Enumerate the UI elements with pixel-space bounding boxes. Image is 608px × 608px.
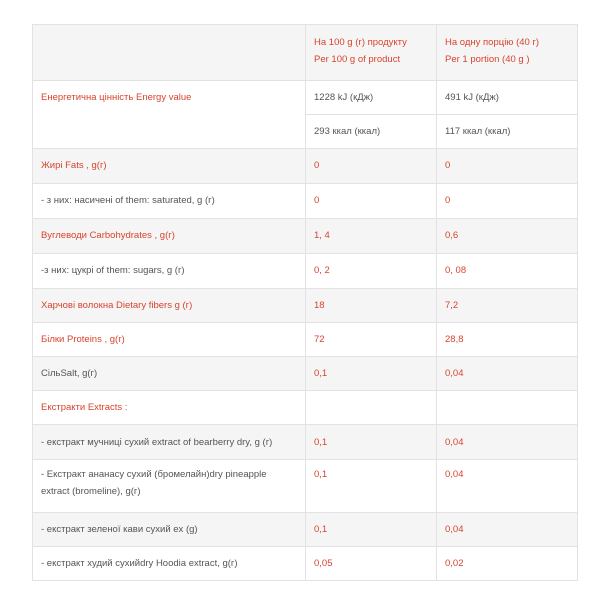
row-label: - екстракт худий сухийdry Hoodia extract, g(г) (33, 547, 306, 581)
row-value-100 (306, 391, 437, 425)
row-label: Екстракти Extracts : (33, 391, 306, 425)
table-row (33, 460, 578, 513)
header-per-100g-ua: На 100 g (г) продукту (314, 37, 407, 48)
row-value-portion: 0,02 (437, 547, 578, 581)
energy-kcal-portion: 117 ккал (ккал) (437, 115, 578, 149)
row-label: Жирі Fats , g(г) (33, 149, 306, 184)
row-value-portion: 7,2 (437, 289, 578, 323)
row-value-portion: 0,04 (437, 460, 578, 513)
row-label: - екстракт зеленої кави сухий ex (g) (33, 513, 306, 547)
row-label: СільSalt, g(г) (33, 357, 306, 391)
energy-kj-row (33, 81, 578, 115)
energy-kj-100: 1228 kJ (кДж) (306, 81, 437, 115)
row-value-100: 0, 2 (306, 254, 437, 289)
row-value-100: 72 (306, 323, 437, 357)
row-label: Харчові волокна Dietary fibers g (г) (33, 289, 306, 323)
header-per-portion-ua: На одну порцію (40 г) (445, 37, 540, 48)
table-row (33, 323, 578, 357)
table-row (33, 289, 578, 323)
row-value-portion: 0, 08 (437, 254, 578, 289)
table-row (33, 513, 578, 547)
table-row (33, 254, 578, 289)
table-row (33, 357, 578, 391)
row-value-portion: 0,04 (437, 513, 578, 547)
table-header-row (33, 25, 578, 81)
row-value-100: 0,05 (306, 547, 437, 581)
row-value-100: 0,1 (306, 513, 437, 547)
table-row (33, 547, 578, 581)
row-value-portion (437, 391, 578, 425)
header-per-100g-en: Per 100 g of product (314, 54, 401, 65)
row-value-100: 18 (306, 289, 437, 323)
row-value-portion: 0 (437, 149, 578, 184)
header-empty-cell (33, 25, 306, 81)
row-value-100: 1, 4 (306, 219, 437, 254)
row-label: - з них: насичені of them: saturated, g (г) (33, 184, 306, 219)
row-value-portion: 0,6 (437, 219, 578, 254)
table-row (33, 149, 578, 184)
table-row (33, 184, 578, 219)
header-per-100g (306, 25, 437, 81)
row-value-100: 0 (306, 184, 437, 219)
row-label: Вуглеводи Carbohydrates , g(г) (33, 219, 306, 254)
energy-label: Енергетична цінність Energy value (33, 81, 306, 149)
row-value-100: 0,1 (306, 357, 437, 391)
energy-kj-portion: 491 kJ (кДж) (437, 81, 578, 115)
row-value-portion: 0 (437, 184, 578, 219)
row-value-portion: 0,04 (437, 357, 578, 391)
nutrition-table (32, 24, 578, 581)
row-value-100: 0,1 (306, 460, 437, 513)
row-label: -з них: цукрі of them: sugars, g (г) (33, 254, 306, 289)
energy-kcal-100: 293 ккал (ккал) (306, 115, 437, 149)
row-value-portion: 0,04 (437, 425, 578, 460)
table-row (33, 391, 578, 425)
row-label: Білки Proteins , g(г) (33, 323, 306, 357)
table-row (33, 425, 578, 460)
row-value-100: 0,1 (306, 425, 437, 460)
table-row (33, 219, 578, 254)
header-per-portion-en: Per 1 portion (40 g ) (445, 54, 530, 65)
row-value-portion: 28,8 (437, 323, 578, 357)
row-label: - Екстракт ананасу сухий (бромелайн)dry pineapple extract (bromeline), g(г) (33, 460, 306, 513)
header-per-portion (437, 25, 578, 81)
row-value-100: 0 (306, 149, 437, 184)
row-label: - екстракт мучниці сухий extract of bearberry dry, g (г) (33, 425, 306, 460)
